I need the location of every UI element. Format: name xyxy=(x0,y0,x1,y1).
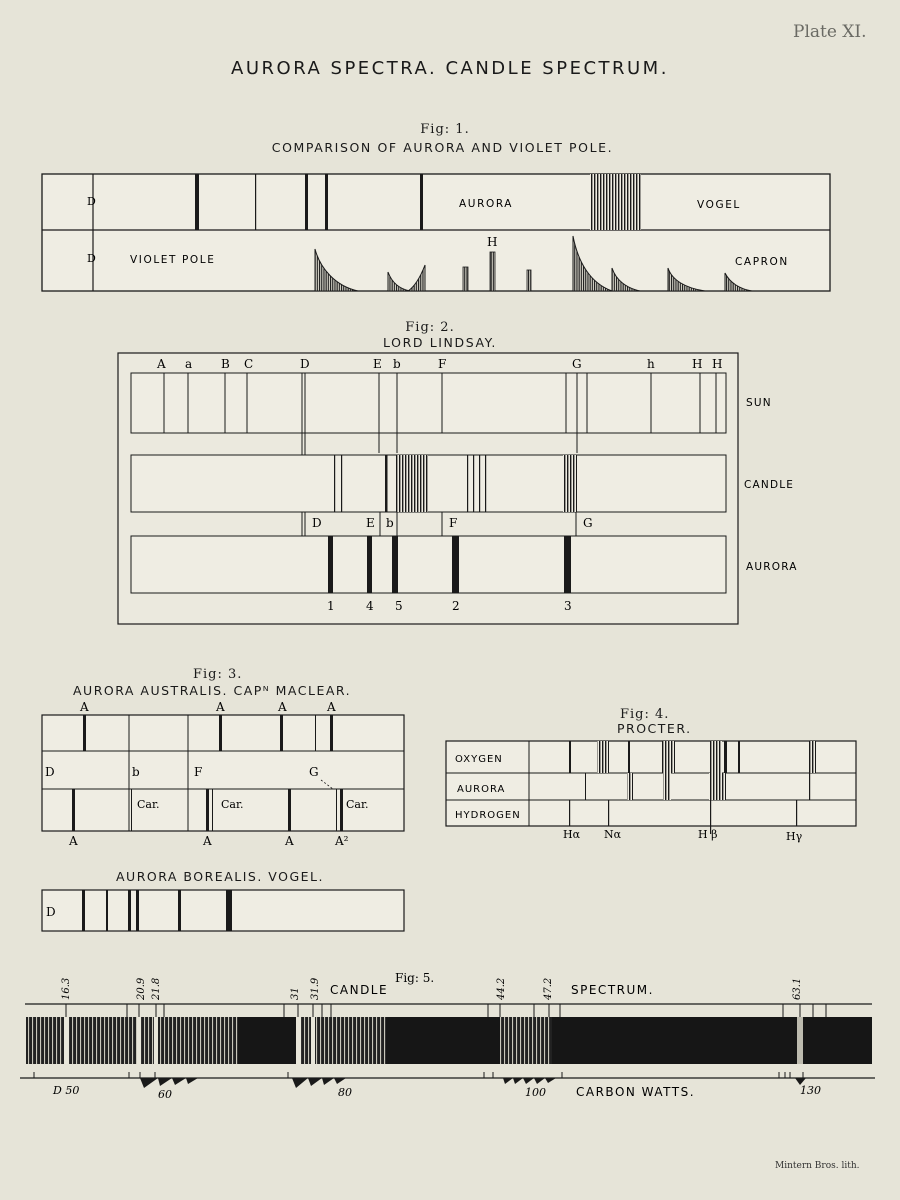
fig3-top-letter: A xyxy=(216,700,225,714)
fig2-line-number: 2 xyxy=(452,599,460,613)
fig5-top-number: 21.8 xyxy=(151,977,162,1000)
fig5-bright-line xyxy=(296,1017,301,1064)
fig2-top-letter: h xyxy=(647,357,655,371)
fig5-hatch-section xyxy=(296,1017,386,1064)
fig5-top-number: 20.9 xyxy=(136,977,147,1000)
fig5-top-number: 44.2 xyxy=(496,977,507,1000)
oxygen-band xyxy=(597,741,609,773)
fig5-marker xyxy=(292,1078,308,1088)
fig2-aurora-label: AURORA xyxy=(746,561,798,573)
fig1-label: Fig: 1. xyxy=(420,122,470,137)
fig1-row1-marker: D xyxy=(87,195,96,208)
fig4-bottom-letter: Hα xyxy=(563,828,581,841)
fig1-diagram xyxy=(0,0,900,320)
fig3-top-letter: A xyxy=(327,700,336,714)
fig3-line xyxy=(212,789,213,831)
fig1-violet-pole-label: VIOLET POLE xyxy=(130,254,216,266)
fig5-bright-line xyxy=(311,1017,315,1064)
fig5-marker xyxy=(322,1078,334,1085)
candle-band xyxy=(396,455,428,512)
aurora-line xyxy=(305,174,308,230)
fig3-bottom-letter: A xyxy=(203,834,212,848)
fig3-line xyxy=(206,789,209,831)
fig3b-line xyxy=(106,890,108,931)
fig3-frame xyxy=(42,715,404,831)
fig3b-line xyxy=(136,890,139,931)
aurora-line xyxy=(452,536,459,593)
oxygen-line xyxy=(628,741,630,773)
fig4-row-label: OXYGEN xyxy=(455,754,503,765)
fig4-row-label: HYDROGEN xyxy=(455,810,521,821)
fig3-bottom-letter: A xyxy=(285,834,294,848)
fig5-marker xyxy=(334,1078,346,1084)
fig5-top-number: 47.2 xyxy=(543,977,554,1000)
fig2-top-letter: A xyxy=(157,357,166,371)
fig3-mid-letter: F xyxy=(194,765,203,779)
fig2-mid-letter: F xyxy=(449,516,458,530)
fig5-label: Fig: 5. xyxy=(395,971,435,985)
fig3b-line xyxy=(178,890,181,931)
fig5-marker xyxy=(186,1078,198,1084)
fig2-top-letter: a xyxy=(185,357,193,371)
fig5-top-number: 31.9 xyxy=(310,977,321,1000)
aurora-band xyxy=(709,773,726,800)
fig5-candle-label: CANDLE xyxy=(330,983,389,997)
fig5-marker xyxy=(503,1078,513,1084)
fig4-row-label: AURORA xyxy=(457,784,506,795)
fig5-bottom-number: 80 xyxy=(338,1086,352,1099)
fig3-mid-letter: D xyxy=(45,765,55,779)
fig3b-marker: D xyxy=(46,905,56,919)
fig3-car-label: Car. xyxy=(221,798,244,811)
fig2-line-number: 5 xyxy=(395,599,403,613)
fig3-top-letter: A xyxy=(278,700,287,714)
fig5-hatch-section xyxy=(500,1017,552,1064)
oxygen-band xyxy=(662,741,675,773)
violet-pole-peak xyxy=(527,270,531,291)
fig2-label: Fig: 2. xyxy=(405,320,455,335)
oxygen-band xyxy=(809,741,816,773)
fig5-marker xyxy=(545,1078,556,1083)
fig2-top-letter: B xyxy=(221,357,230,371)
fig1-title: COMPARISON OF AURORA AND VIOLET POLE. xyxy=(271,140,614,155)
fig3-line xyxy=(219,715,222,751)
fig5-top-number: 31 xyxy=(290,987,301,1000)
fig3-label: Fig: 3. xyxy=(193,667,243,682)
fig5-carbon-label: CARBON WATTS. xyxy=(576,1085,696,1099)
fig5-bottom-number: 130 xyxy=(800,1084,821,1097)
fig3b-line xyxy=(226,890,232,931)
candle-line xyxy=(485,455,486,512)
candle-line xyxy=(385,455,388,512)
fig2-line-number: 4 xyxy=(366,599,374,613)
fig4-label: Fig: 4. xyxy=(620,707,670,722)
fig5-top-ticks xyxy=(66,1004,826,1017)
hydrogen-line xyxy=(608,800,609,826)
fig5-marker xyxy=(513,1078,523,1084)
aurora-line xyxy=(255,174,256,230)
fig1-frame xyxy=(42,174,830,291)
aurora-line xyxy=(367,536,372,593)
fig5-top-number: 16.3 xyxy=(61,977,72,1000)
fig3-line xyxy=(336,789,337,831)
fig2-top-letter: C xyxy=(244,357,254,371)
sun-strip xyxy=(131,373,726,433)
fig2-top-letter: H xyxy=(712,357,723,371)
fig5-marker xyxy=(158,1078,172,1086)
fig1-vogel-label: VOGEL xyxy=(697,199,741,211)
fig4-diagram xyxy=(440,730,880,850)
fig3-line xyxy=(315,715,316,751)
aurora-band xyxy=(590,174,641,230)
fig5-spectrum-label: SPECTRUM. xyxy=(571,983,654,997)
fig3-line xyxy=(288,789,291,831)
fig3-line xyxy=(131,789,132,831)
fig2-diagram xyxy=(0,340,900,640)
fig2-line-number: 3 xyxy=(564,599,572,613)
plate-label: Plate XI. xyxy=(793,22,867,42)
fig5-bright-line xyxy=(64,1017,69,1064)
fig2-candle-label: CANDLE xyxy=(744,479,795,491)
fig2-mid-letter: D xyxy=(312,516,322,530)
fig5-bright-line xyxy=(137,1017,141,1064)
fig3-line xyxy=(330,715,333,751)
fig2-mid-letter: b xyxy=(386,516,394,530)
fig5-marker xyxy=(534,1078,545,1084)
oxygen-line xyxy=(569,741,571,773)
fig3-top-letter: A xyxy=(80,700,89,714)
fig3b-line xyxy=(82,890,85,931)
violet-pole-peak xyxy=(463,267,468,291)
fig3-line xyxy=(280,715,283,751)
candle-strip xyxy=(131,455,726,512)
fig2-mid-letter: E xyxy=(366,516,375,530)
aurora-line xyxy=(195,174,199,230)
fig5-diagram xyxy=(0,960,900,1110)
fig5-bottom-ticks xyxy=(34,1072,803,1078)
candle-line xyxy=(479,455,480,512)
fig2-title: LORD LINDSAY. xyxy=(383,335,497,350)
fig1-capron-label: CAPRON xyxy=(735,256,789,268)
fig3-mid-letter: G xyxy=(309,765,319,779)
fig5-top-number: 63.1 xyxy=(792,977,803,1000)
main-title: AURORA SPECTRA. CANDLE SPECTRUM. xyxy=(231,58,669,79)
fig5-marker xyxy=(140,1078,158,1088)
fig5-bottom-number: D 50 xyxy=(53,1084,80,1097)
oxygen-band xyxy=(710,741,722,773)
oxygen-line xyxy=(724,741,727,773)
violet-pole-peak xyxy=(490,252,495,291)
fig2-top-letter: H xyxy=(692,357,703,371)
fig3-bottom-letter: A xyxy=(69,834,78,848)
aurora-line xyxy=(325,174,328,230)
candle-line xyxy=(473,455,474,512)
fig3b-title: AURORA BOREALIS. VOGEL. xyxy=(116,869,324,884)
fig2-sun-label: SUN xyxy=(746,397,772,409)
fig3-line xyxy=(340,789,343,831)
fig3b-diagram xyxy=(0,880,440,940)
fig2-top-letter: D xyxy=(300,357,310,371)
fig2-top-letter: b xyxy=(393,357,401,371)
fig3-title: AURORA AUSTRALIS. CAPᴺ MACLEAR. xyxy=(73,683,352,698)
fig1-h-label: H xyxy=(487,235,498,249)
aurora-line xyxy=(328,536,333,593)
fig4-bottom-letter: Hγ xyxy=(786,830,803,843)
fig5-bright-line xyxy=(797,1017,803,1064)
aurora-line xyxy=(585,773,586,800)
fig1-row2-marker: D xyxy=(87,252,96,265)
aurora-band xyxy=(627,773,633,800)
hydrogen-line xyxy=(796,800,797,826)
fig1-aurora-label: AURORA xyxy=(459,198,514,210)
fig2-line-number: 1 xyxy=(327,599,335,613)
imprint: Mintern Bros. lith. xyxy=(775,1161,860,1171)
fig4-bottom-letter: Nα xyxy=(604,828,622,841)
aurora-band xyxy=(663,773,671,800)
aurora-line xyxy=(420,174,423,230)
aurora-line xyxy=(392,536,398,593)
fig2-mid-letter: G xyxy=(583,516,593,530)
fig3b-line xyxy=(128,890,131,931)
fig5-bottom-number: 100 xyxy=(525,1086,546,1099)
aurora-line xyxy=(564,536,571,593)
fig2-top-letter: E xyxy=(373,357,382,371)
fig3-line xyxy=(72,789,75,831)
aurora-strip xyxy=(131,536,726,593)
fig2-top-letter: F xyxy=(438,357,447,371)
fig5-bottom-number: 60 xyxy=(158,1088,172,1101)
fig5-hatch-section xyxy=(26,1017,238,1064)
fig3-line xyxy=(83,715,86,751)
fig5-marker xyxy=(523,1078,534,1084)
hydrogen-line xyxy=(569,800,570,826)
candle-line xyxy=(341,455,342,512)
candle-line xyxy=(467,455,468,512)
fig2-top-letter: G xyxy=(572,357,582,371)
fig5-marker xyxy=(172,1078,186,1085)
fig4-bottom-letter: H β xyxy=(698,828,718,841)
fig5-bright-line xyxy=(154,1017,158,1064)
candle-band xyxy=(563,455,577,512)
candle-line xyxy=(334,455,335,512)
fig3-mid-letter: b xyxy=(132,765,140,779)
fig5-marker xyxy=(308,1078,322,1086)
fig3-car-label: Car. xyxy=(137,798,160,811)
fig3b-strip xyxy=(42,890,404,931)
fig4-title: PROCTER. xyxy=(617,721,692,736)
fig3-car-label: Car. xyxy=(346,798,369,811)
oxygen-line xyxy=(738,741,740,773)
fig3-bottom-letter: A² xyxy=(335,834,349,848)
fig5-markers xyxy=(140,1078,806,1088)
aurora-line xyxy=(809,773,810,800)
